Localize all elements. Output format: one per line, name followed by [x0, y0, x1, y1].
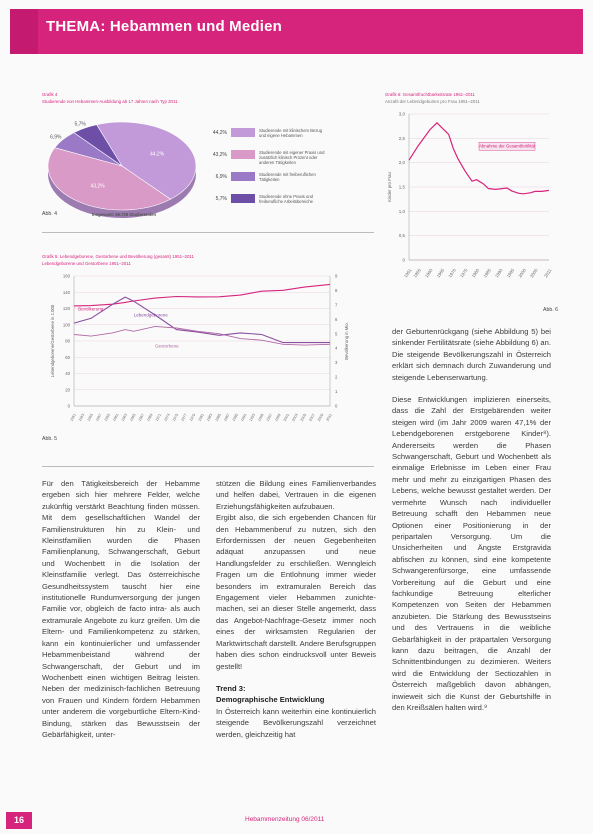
x-tick-label: 1987 — [223, 413, 231, 422]
x-tick-label: 1960 — [423, 267, 434, 279]
legend-item — [210, 128, 327, 150]
deaths-label: Gestorbene — [155, 343, 179, 349]
y-tick-label: 2,5 — [398, 135, 405, 141]
x-tick-label: 2009 — [316, 413, 325, 422]
births-label: Lebendgeborene — [133, 312, 168, 318]
x-tick-label: 1977 — [180, 413, 188, 422]
y-axis-label-left: Lebendgeborene/Gestorbene in 1.000 — [50, 304, 55, 378]
fig6-line-chart — [383, 108, 553, 300]
x-tick-label: 1989 — [231, 413, 239, 422]
x-tick-label: 1969 — [146, 413, 154, 422]
legend-item — [210, 194, 327, 216]
x-tick-label: 1963 — [120, 413, 129, 422]
y-axis-label-right: Bevölkerung in Mio. — [344, 322, 349, 360]
paragraph: Ergibt also, die sich ergebenden Chancen für den Hebammenberuf zu nutzen, sich den Erfordernissen der neuen Gegebenheiten adäquat anzupassen und neue Handlungsfelder zu erschließen. Wenngleich Fragen um die Entlohnung immer wieder besonders im extramuralen Bereich das Engagement vieler Hebammen zunichte-machen, sei an dieser Stelle angemerkt, dass das Angebot-Nachfrage-Gesetz immer noch eines der wirksamsten Regularien der Marktwirtschaft darstellt. Andere Berufsgruppen haben dies schon eindrucksvoll unter Beweis gestellt! — [216, 513, 376, 671]
x-tick-label: 1979 — [188, 413, 197, 422]
fertility-line — [409, 123, 549, 194]
paragraph: stützen die Bildung eines Familienverbandes und helfen dabei, Vertrauen in die eigenen Erziehungsfähigkeiten aufzubauen. — [216, 479, 376, 511]
x-tick-label: 1970 — [447, 267, 457, 279]
fig6-subcaption: Anzahl der Lebendgeburten pro Frau 1951–2011 — [385, 99, 480, 104]
x-tick-label: 1995 — [505, 267, 516, 279]
y-tick-label-right: 6 — [335, 316, 338, 322]
x-tick-label: 2011 — [325, 413, 333, 422]
y-tick-label-right: 1 — [335, 389, 338, 395]
pie-label: 6,9% — [50, 134, 62, 141]
x-tick-label: 1967 — [137, 413, 146, 422]
legend-swatch — [231, 194, 255, 203]
page-number: 16 — [6, 812, 32, 829]
y-tick-label: 3,0 — [398, 111, 405, 117]
body-column-1 — [42, 478, 200, 740]
legend-item — [210, 150, 327, 172]
legend-swatch — [231, 150, 255, 159]
x-tick-label: 2005 — [299, 413, 308, 422]
y-tick-label-left: 0 — [67, 403, 70, 409]
paragraph: Diese Entwicklungen implizieren einerseits, dass die Zahl der Erstgebärenden weiter steigen wird (im Jahr 2009 waren 47,1% der Lebendgeborenen erstgeborene Kinder⁸). Andererseits werden die Phasen Schwangerschaft, Geburt und Wochenbett als einmalige Erlebnisse im Leben einer Frau mehr und mehr zu einzigartigen Phasen des Lebens, welche bewusst gestaltet werden. Der vermehrte Wunsch nach individueller Betreuung schafft den Hebammen neue Optionen einer Positionierung in der peripartalen Versorgung. Um die Unsicherheiten und Ängste Erstgravida abfischen zu können, sind eine kompetente Schwangerenfürsorge, eine umfassende Vorbereitung auf die Geburt und eine fachkundige Betreuung elterlicher Kompetenzen von Seiten der Hebammen anzubieten. Die Stärkung des Bewusstseins und des Vertrauens in die weibliche Gebärfähigkeit in der präpartalen Versorgung kann dazu beitragen, die Anzahl der Schnittentbindungen zu dezimieren. Weiters wird die Entwicklung der Sectiozahlen in Österreich maßgeblich davon abhängen, inwieweit sich die Kunst der Geburtshilfe in den Kreißsälen halten wird.⁹ — [392, 395, 551, 712]
fig4-subcaption: Studierende von Hebammen-Ausbildung ab 17 Jahren nach Typ 2011 — [42, 99, 178, 104]
y-tick-label-left: 20 — [65, 387, 70, 393]
x-tick-label: 1995 — [257, 413, 265, 422]
legend-percent: 6,9% — [215, 174, 227, 180]
x-tick-label: 1991 — [240, 413, 248, 422]
legend-percent: 43,2% — [212, 152, 227, 158]
page-title: THEMA: Hebammen und Medien — [46, 18, 283, 35]
x-tick-label: 1993 — [248, 413, 257, 422]
y-tick-label: 2,0 — [398, 160, 405, 166]
x-tick-label: 1955 — [412, 267, 422, 279]
legend-text: Studierende ohne Praxis und freiberufliche Arbeitsbereiche — [259, 194, 314, 204]
y-tick-label-right: 0 — [335, 403, 338, 409]
x-tick-label: 1951 — [69, 413, 77, 422]
y-tick-label-right: 5 — [335, 331, 338, 337]
fig5-line-chart — [40, 268, 360, 446]
y-tick-label-left: 60 — [65, 354, 70, 360]
fig5-subcaption: Lebendgeborene und Gestorbene 1951–2011 — [42, 261, 131, 266]
x-tick-label: 1971 — [154, 413, 163, 422]
pie-label: 5,7% — [74, 121, 86, 128]
divider — [42, 466, 374, 467]
y-tick-label: 0,5 — [398, 233, 405, 239]
legend-percent: 5,7% — [215, 196, 227, 202]
x-tick-label: 1965 — [129, 413, 137, 422]
legend-text: Studierende mit freiberuflichen Tätigkeiten — [259, 172, 316, 182]
body-column-2 — [216, 478, 376, 740]
x-tick-label: 1955 — [86, 413, 94, 422]
y-tick-label-right: 2 — [335, 374, 338, 380]
x-tick-label: 1983 — [205, 413, 214, 422]
x-tick-label: 2001 — [282, 413, 291, 422]
x-tick-label: 1981 — [197, 413, 205, 422]
x-tick-label: 1980 — [470, 267, 481, 279]
y-tick-label-right: 3 — [335, 360, 338, 366]
x-tick-label: 1975 — [171, 413, 180, 422]
fig5-label: Abb. 5 — [42, 436, 57, 442]
pie-label: 44,2% — [149, 151, 165, 158]
y-tick-label-right: 7 — [335, 302, 338, 308]
fig4-caption: Grafik 4 — [42, 92, 58, 97]
legend-text: Studierende mit klinischem Bezug und eigene Hebammen — [259, 128, 323, 138]
births-line — [74, 297, 330, 343]
y-tick-label-left: 140 — [62, 289, 70, 295]
x-tick-label: 2007 — [308, 413, 316, 422]
x-tick-label: 1953 — [77, 413, 86, 422]
x-tick-label: 2000 — [517, 267, 527, 279]
x-tick-label: 2003 — [291, 413, 299, 422]
x-tick-label: 1975 — [458, 267, 469, 279]
legend-text: Studierende mit eigener Praxis und zusätzlich klinisch Prozent oder anderen Tätigkeiten — [259, 150, 325, 165]
fig4-label: Abb. 4 — [42, 211, 57, 217]
x-tick-label: 2005 — [528, 267, 539, 279]
y-tick-label-left: 80 — [65, 338, 70, 344]
y-tick-label: 1,0 — [398, 208, 405, 214]
x-tick-label: 2011 — [543, 267, 553, 279]
paragraph: In Österreich kann weiterhin eine kontinuierlich steigende Bevölkerungszahl verzeichnet werden, gleichzeitig hat — [216, 706, 376, 739]
section-heading: Demographische Entwicklung — [216, 695, 325, 705]
section-heading: Trend 3: — [216, 683, 246, 693]
legend-item — [210, 172, 327, 194]
x-tick-label: 1999 — [274, 413, 282, 422]
header-accent — [10, 9, 38, 54]
fig6-caption: Grafik 6: Gesamtfruchtbarkeitsrate 1951–2011 — [385, 92, 475, 97]
fig4-total: Insgesamt: 66.738 Studierenden — [92, 212, 156, 217]
legend-swatch — [231, 128, 255, 137]
y-axis-label: Kinder pro Frau — [387, 172, 392, 202]
population-line — [74, 284, 330, 306]
x-tick-label: 1997 — [265, 413, 274, 422]
x-tick-label: 1965 — [435, 267, 446, 279]
x-tick-label: 1957 — [95, 413, 103, 422]
y-tick-label-right: 4 — [335, 345, 338, 351]
y-tick-label: 0 — [402, 257, 405, 263]
x-tick-label: 1961 — [112, 413, 120, 422]
journal-name: Hebammenzeitung 06/2011 — [245, 816, 325, 823]
fig5-caption: Grafik 5: Lebendgeborene, Gestorbene und Bevölkerung (gesamt) 1951–2011 — [42, 254, 194, 259]
x-tick-label: 1985 — [214, 413, 222, 422]
y-tick-label-left: 40 — [65, 371, 70, 376]
pie-label: 43,2% — [90, 183, 105, 190]
x-tick-label: 1990 — [493, 267, 504, 279]
paragraph: der Geburtenrückgang (siehe Abbildung 5) bei sinkender Fertilitätsrate (siehe Abbildung 6) an. Die steigende Bevölkerungszahl in Österreich erklärt sich demnach durch Zuwanderung und steigende Lebenserwartung. — [392, 327, 551, 382]
legend-swatch — [231, 172, 255, 181]
legend-percent: 44,2% — [212, 130, 227, 136]
x-tick-label: 1951 — [402, 267, 413, 279]
x-tick-label: 1973 — [163, 413, 171, 422]
population-label: Bevölkerung — [78, 306, 104, 312]
fig4-legend — [210, 128, 327, 216]
y-tick-label-right: 9 — [335, 273, 338, 279]
y-tick-label: 1,5 — [398, 184, 405, 190]
y-tick-label-left: 160 — [62, 273, 70, 279]
fig4-pie-chart — [40, 108, 210, 218]
fig6-label: Abb. 6 — [543, 307, 558, 313]
y-tick-label-left: 120 — [62, 306, 70, 311]
body-column-3 — [392, 326, 551, 713]
x-tick-label: 1985 — [482, 267, 492, 279]
annotation-label: Abnahme der Gesamtfertilität — [479, 143, 535, 149]
x-tick-label: 1959 — [103, 413, 111, 422]
divider — [42, 232, 374, 233]
y-tick-label-right: 8 — [335, 287, 338, 293]
paragraph: Für den Tätigkeitsbereich der Hebamme ergeben sich hier mehrere Felder, welche zukünftig verstärkt Beachtung finden müssen. Mit dem gesellschaftlichen Wandel der Familienstrukturen hin zu Klein- und Kleinstfamilien wurden die Phasen Familienplanung, Schwangerschaft, Geburt und Wochenbett in die Isolation der Kleinstfamilie verlegt. Das österreichische Gesundheitssystem tauscht hier eine institutionelle Rundumversorgung der jungen Familie vor, obgleich de facto intra- als auch extramurale Angebote zu kurz greifen. Um die Eltern- und Familienkompetenz zu stärken, kann ein kontinuierlicher und umfassender Hebammenbeistand während der Schwangerschaft, der Geburt und im Wochenbett einen wichtigen Beitrag leisten. Neben der medizinisch-fachlichen Betreuung von Frauen und Kindern fördern Hebammen unter anderem die vorgeburtliche Eltern-Kind-Bindung, stärken das Bewusstsein der Gebärfähigkeit, unter- — [42, 479, 200, 739]
y-tick-label-left: 100 — [62, 322, 70, 328]
